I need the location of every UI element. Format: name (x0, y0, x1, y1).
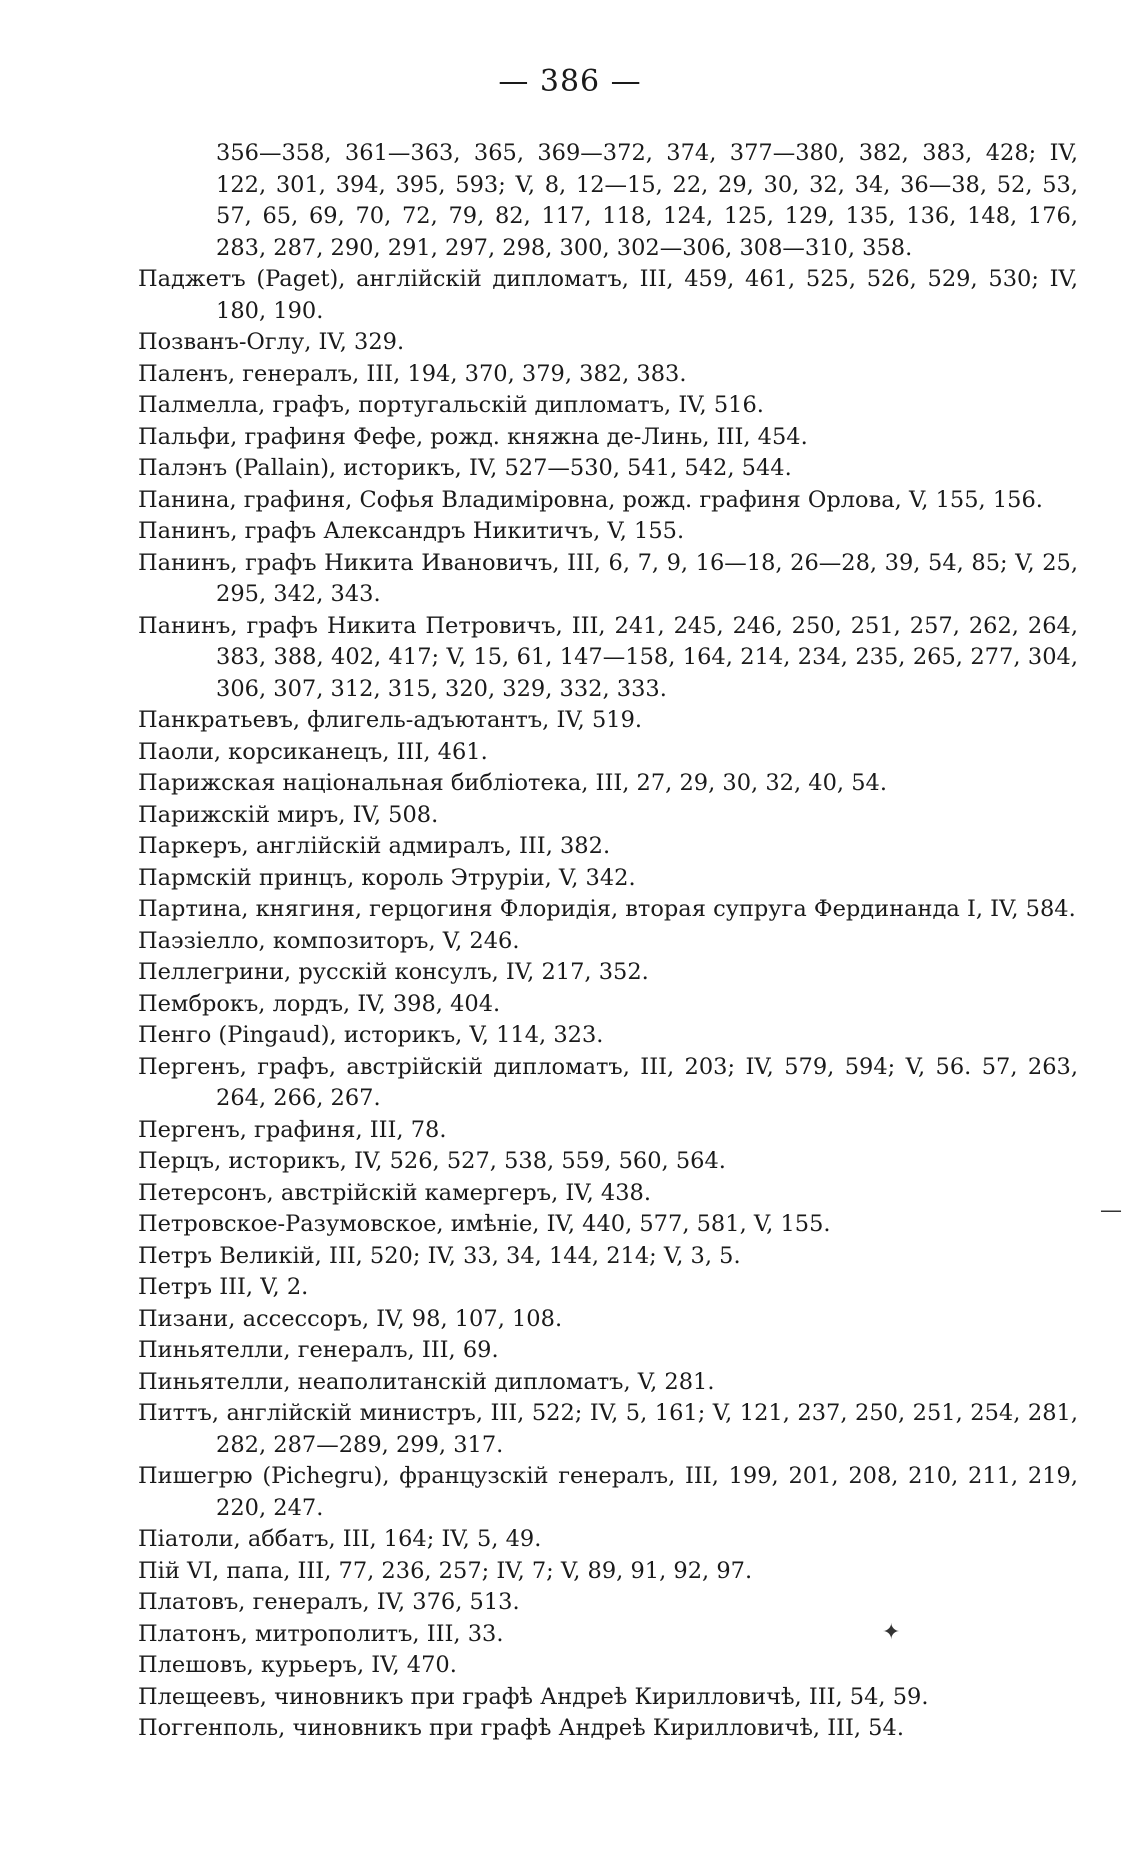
index-entry: Панина, графиня, Софья Владиміровна, рожд. графиня Орлова, V, 155, 156. (138, 486, 1043, 513)
index-entry: Паркеръ, англійскій адмиралъ, III, 382. (138, 833, 611, 859)
index-entry: Паленъ, генералъ, III, 194, 370, 379, 382, 383. (138, 360, 687, 387)
index-entry: Пальфи, графиня Фефе, рожд. княжна де-Линь, III, 454. (138, 423, 808, 450)
index-entry: Парижская національная библіотека, III, 27, 29, 30, 32, 40, 54. (138, 770, 887, 796)
index-entry: Палэнъ (Pallain), историкъ, IV, 527—530, 541, 542, 544. (138, 455, 792, 481)
index-entry: Палмелла, графъ, португальскій дипломатъ, IV, 516. (138, 392, 764, 418)
index-entry: Петерсонъ, австрійскій камергеръ, IV, 438. (138, 1179, 652, 1206)
index-entry: Перцъ, историкъ, IV, 526, 527, 538, 559, 560, 564. (138, 1148, 726, 1174)
index-entry: Паоли, корсиканецъ, III, 461. (138, 738, 488, 765)
index-entry: Пергенъ, графъ, австрійскій дипломатъ, III, 203; IV, 579, 594; V, 56. 57, 263, 264, 266, 267. (138, 1053, 1078, 1111)
index-entry: Пиньятелли, неаполитанскій дипломатъ, V, 281. (138, 1368, 715, 1395)
index-entry: Плещеевъ, чиновникъ при графѣ Андреѣ Кирилловичѣ, III, 54, 59. (138, 1683, 929, 1710)
index-entry: Парижскій миръ, IV, 508. (138, 801, 439, 828)
index-entry: Петровское-Разумовское, имѣніе, IV, 440, 577, 581, V, 155. (138, 1211, 831, 1237)
index-entry: Питтъ, англійскій министръ, III, 522; IV, 5, 161; V, 121, 237, 250, 251, 254, 281, 282, 287—289, 299, 317. (138, 1400, 1078, 1458)
index-entry: Платовъ, генералъ, IV, 376, 513. (138, 1589, 520, 1615)
index-entry: Пенго (Pingaud), историкъ, V, 114, 323. (138, 1022, 604, 1048)
index-entry: Піатоли, аббатъ, III, 164; IV, 5, 49. (138, 1526, 542, 1552)
ink-mark: — (1100, 1198, 1122, 1223)
index-entry: Плешовъ, курьеръ, IV, 470. (138, 1652, 457, 1678)
index-entry: Партина, княгиня, герцогиня Флоридія, вторая супруга Фердинанда I, IV, 584. (138, 896, 1076, 922)
index-entry: Пиньятелли, генералъ, III, 69. (138, 1337, 499, 1363)
index-entry: Пизани, ассессоръ, IV, 98, 107, 108. (138, 1305, 563, 1332)
index-entry: Панинъ, графъ Никита Петровичъ, III, 241, 245, 246, 250, 251, 257, 262, 264, 383, 388, 402, 417; V, 15, 61, 147—158, 164, 214, 234, 235, 265, 277, 304, 306, 307, 312, 315, 320, 329, 332, 333. (138, 612, 1078, 702)
index-entry: Поггенполь, чиновникъ при графѣ Андреѣ Кирилловичѣ, III, 54. (138, 1715, 904, 1741)
index-entry: Платонъ, митрополитъ, III, 33. (138, 1620, 504, 1647)
index-entry: Панинъ, графъ Никита Ивановичъ, III, 6, 7, 9, 16—18, 26—28, 39, 54, 85; V, 25, 295, 342, 343. (138, 549, 1078, 607)
index-entry: Петръ III, V, 2. (138, 1274, 309, 1300)
page-number: — 386 — (498, 64, 642, 99)
index-entry: Пармскій принцъ, король Этруріи, V, 342. (138, 864, 636, 891)
name-index-list (138, 138, 1078, 1745)
index-entry: Панинъ, графъ Александръ Никитичъ, V, 155. (138, 518, 685, 544)
index-entry: Пій VI, папа, III, 77, 236, 257; IV, 7; V, 89, 91, 92, 97. (138, 1557, 753, 1584)
index-entry: Паэзіелло, композиторъ, V, 246. (138, 927, 520, 954)
index-entry: Пергенъ, графиня, III, 78. (138, 1116, 447, 1143)
index-entry: Пемброкъ, лордъ, IV, 398, 404. (138, 990, 501, 1017)
ink-mark: ✦ (882, 1620, 901, 1645)
index-entry: Петръ Великій, III, 520; IV, 33, 34, 144, 214; V, 3, 5. (138, 1242, 741, 1269)
index-entry: Панкратьевъ, флигель-адъютантъ, IV, 519. (138, 707, 643, 733)
index-entry: Пеллегрини, русскій консулъ, IV, 217, 352. (138, 959, 649, 985)
index-entry: Пишегрю (Pichegru), французскій генералъ, III, 199, 201, 208, 210, 211, 219, 220, 247. (138, 1463, 1078, 1521)
index-entry-continuation: 356—358, 361—363, 365, 369—372, 374, 377—380, 382, 383, 428; IV, 122, 301, 394, 395, 593; V, 8, 12—15, 22, 29, 30, 32, 34, 36—38, 52, 53, 57, 65, 69, 70, 72, 79, 82, 117, 118, 124, 125, 129, 135, 136, 148, 176, 283, 287, 290, 291, 297, 298, 300, 302—306, 308—310, 358. (216, 140, 1078, 261)
index-entry: Позванъ-Оглу, IV, 329. (138, 329, 405, 355)
index-entry: Паджетъ (Paget), англійскій дипломатъ, III, 459, 461, 525, 526, 529, 530; IV, 180, 190. (138, 266, 1078, 324)
